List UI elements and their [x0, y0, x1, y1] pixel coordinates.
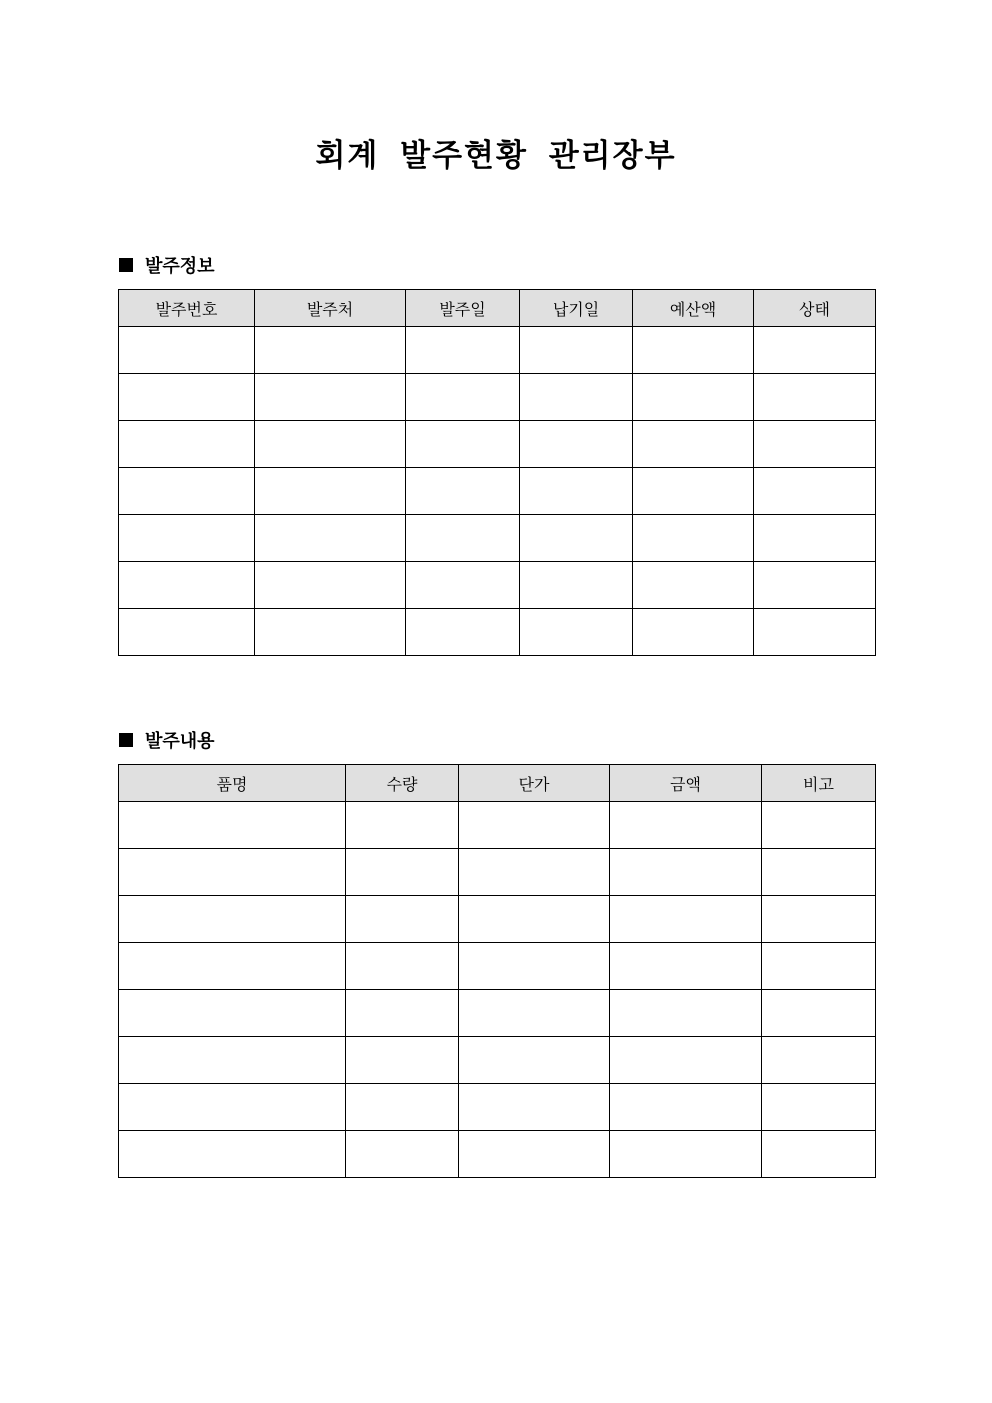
table-cell[interactable] [762, 802, 876, 849]
document-title: 회계 발주현황 관리장부 [315, 138, 677, 174]
table-cell[interactable] [119, 1131, 346, 1178]
table-row [119, 1037, 876, 1084]
table-cell[interactable] [406, 374, 520, 421]
table-cell[interactable] [762, 990, 876, 1037]
table-cell[interactable] [762, 1037, 876, 1084]
column-header-remarks: 비고 [762, 765, 876, 802]
table-cell[interactable] [255, 327, 406, 374]
table-row [119, 374, 876, 421]
table-cell[interactable] [610, 896, 762, 943]
table-cell[interactable] [610, 1084, 762, 1131]
table-cell[interactable] [119, 943, 346, 990]
table-row [119, 802, 876, 849]
table-row [119, 609, 876, 656]
table-row [119, 562, 876, 609]
table-cell[interactable] [459, 1131, 610, 1178]
table-cell[interactable] [633, 609, 754, 656]
column-header-order-date: 발주일 [406, 290, 520, 327]
table-cell[interactable] [459, 1084, 610, 1131]
square-bullet-icon [119, 258, 133, 272]
table-cell[interactable] [119, 802, 346, 849]
table-cell[interactable] [346, 990, 459, 1037]
table-cell[interactable] [119, 609, 255, 656]
order-info-heading-label: 발주정보 [145, 256, 215, 277]
table-cell[interactable] [119, 896, 346, 943]
table-cell[interactable] [633, 421, 754, 468]
table-cell[interactable] [255, 515, 406, 562]
table-cell[interactable] [119, 849, 346, 896]
table-cell[interactable] [520, 421, 633, 468]
table-cell[interactable] [119, 327, 255, 374]
column-header-status: 상태 [754, 290, 876, 327]
table-cell[interactable] [762, 943, 876, 990]
table-row [119, 849, 876, 896]
order-details-heading-label: 발주내용 [145, 731, 215, 752]
table-cell[interactable] [610, 1037, 762, 1084]
column-header-due-date: 납기일 [520, 290, 633, 327]
table-cell[interactable] [754, 562, 876, 609]
table-cell[interactable] [610, 1131, 762, 1178]
column-header-amount: 금액 [610, 765, 762, 802]
order-info-table [118, 289, 876, 656]
table-cell[interactable] [119, 421, 255, 468]
table-cell[interactable] [633, 374, 754, 421]
table-cell[interactable] [520, 327, 633, 374]
table-cell[interactable] [406, 562, 520, 609]
table-cell[interactable] [520, 562, 633, 609]
table-row [119, 896, 876, 943]
table-cell[interactable] [610, 990, 762, 1037]
table-cell[interactable] [754, 421, 876, 468]
table-cell[interactable] [754, 609, 876, 656]
order-details-table [118, 764, 876, 1178]
table-cell[interactable] [762, 1084, 876, 1131]
table-cell[interactable] [406, 515, 520, 562]
table-cell[interactable] [754, 468, 876, 515]
table-cell[interactable] [346, 943, 459, 990]
table-row [119, 468, 876, 515]
table-cell[interactable] [633, 515, 754, 562]
table-cell[interactable] [406, 468, 520, 515]
table-cell[interactable] [520, 374, 633, 421]
table-cell[interactable] [406, 609, 520, 656]
table-cell[interactable] [255, 562, 406, 609]
table-cell[interactable] [406, 421, 520, 468]
table-cell[interactable] [406, 327, 520, 374]
table-row [119, 421, 876, 468]
table-cell[interactable] [119, 374, 255, 421]
table-cell[interactable] [255, 374, 406, 421]
table-cell[interactable] [459, 1037, 610, 1084]
table-cell[interactable] [459, 896, 610, 943]
table-cell[interactable] [346, 1084, 459, 1131]
table-cell[interactable] [633, 327, 754, 374]
column-header-budget: 예산액 [633, 290, 754, 327]
order-details-heading [119, 728, 215, 752]
table-cell[interactable] [119, 1037, 346, 1084]
table-cell[interactable] [762, 1131, 876, 1178]
table-cell[interactable] [520, 609, 633, 656]
column-header-order-number: 발주번호 [119, 290, 255, 327]
order-details-header-row [119, 765, 876, 802]
table-cell[interactable] [520, 468, 633, 515]
table-cell[interactable] [119, 990, 346, 1037]
table-cell[interactable] [754, 515, 876, 562]
table-cell[interactable] [119, 515, 255, 562]
table-cell[interactable] [754, 327, 876, 374]
table-cell[interactable] [520, 515, 633, 562]
column-header-item-name: 품명 [119, 765, 346, 802]
table-cell[interactable] [762, 849, 876, 896]
table-cell[interactable] [459, 849, 610, 896]
table-cell[interactable] [255, 468, 406, 515]
table-row [119, 1084, 876, 1131]
table-row [119, 515, 876, 562]
table-cell[interactable] [346, 896, 459, 943]
table-cell[interactable] [346, 1037, 459, 1084]
table-row [119, 990, 876, 1037]
table-cell[interactable] [119, 468, 255, 515]
table-cell[interactable] [459, 943, 610, 990]
table-row [119, 943, 876, 990]
table-cell[interactable] [346, 802, 459, 849]
table-row [119, 327, 876, 374]
table-cell[interactable] [346, 849, 459, 896]
table-cell[interactable] [255, 609, 406, 656]
table-cell[interactable] [633, 562, 754, 609]
table-cell[interactable] [119, 1084, 346, 1131]
column-header-supplier: 발주처 [255, 290, 406, 327]
table-cell[interactable] [119, 562, 255, 609]
table-cell[interactable] [610, 943, 762, 990]
table-cell[interactable] [346, 1131, 459, 1178]
table-row [119, 1131, 876, 1178]
table-cell[interactable] [610, 849, 762, 896]
square-bullet-icon [119, 733, 133, 747]
table-cell[interactable] [633, 468, 754, 515]
table-cell[interactable] [255, 421, 406, 468]
table-cell[interactable] [754, 374, 876, 421]
table-cell[interactable] [762, 896, 876, 943]
order-info-heading [119, 253, 215, 277]
column-header-unit-price: 단가 [459, 765, 610, 802]
order-info-header-row [119, 290, 876, 327]
table-cell[interactable] [610, 802, 762, 849]
table-cell[interactable] [459, 802, 610, 849]
column-header-quantity: 수량 [346, 765, 459, 802]
table-cell[interactable] [459, 990, 610, 1037]
